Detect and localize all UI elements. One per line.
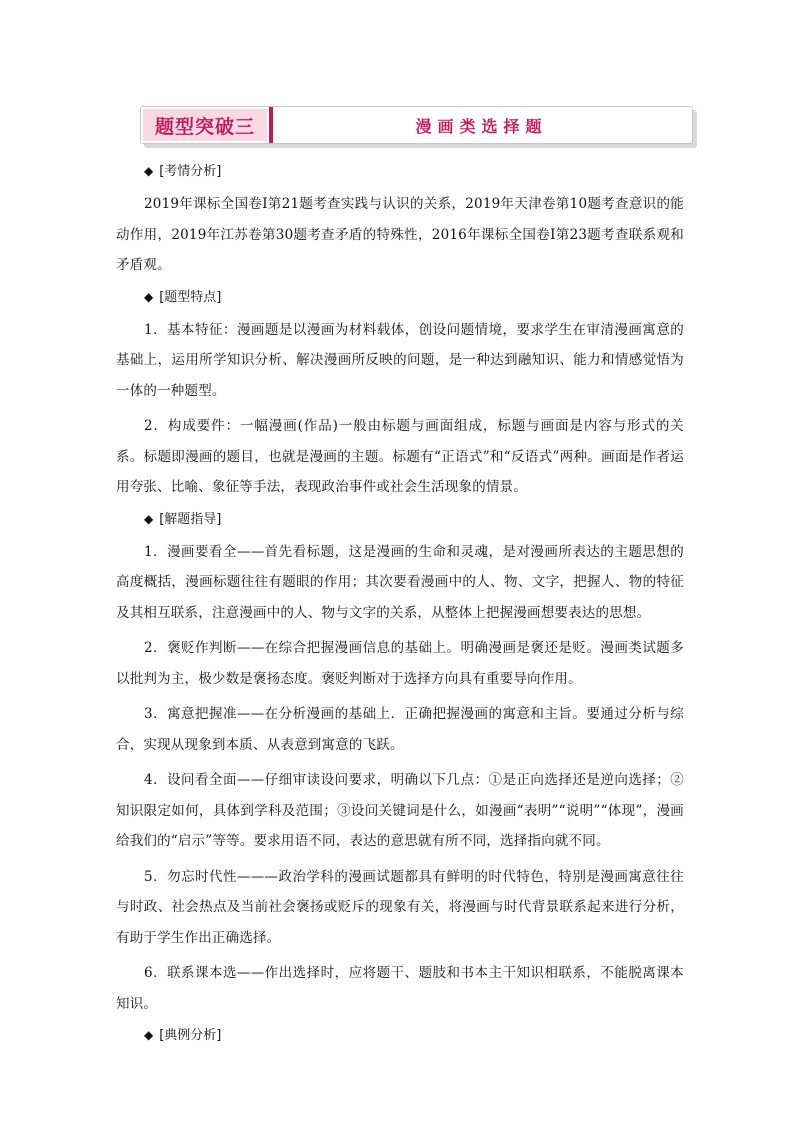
paragraph-zhidao-6: 6．联系课本选——作出选择时，应将题干、题肢和书本主干知识相联系，不能脱离课本知识。 xyxy=(116,965,684,1012)
paragraph-tedian-1: 1．基本特征：漫画题是以漫画为材料载体，创设问题情境，要求学生在审清漫画寓意的基础上，运用所学知识分析、解决漫画所反映的问题，是一种达到融知识、能力和情感觉悟为一体的一种题型。 xyxy=(116,321,684,399)
section-heading-text: [典例分析] xyxy=(159,1028,222,1043)
paragraph-zhidao-4: 4．设问看全面——仔细审读设问要求，明确以下几点：①是正向选择还是逆向选择；②知识限定如何，具体到学科及范围；③设问关键词是什么，如漫画“表明”“说明”“体现”，漫画给我们的“启示”等等。要求用语不同，表达的意思就有所不同，选择指向就不同。 xyxy=(116,772,684,849)
diamond-icon: ◆ xyxy=(144,164,154,178)
diamond-icon: ◆ xyxy=(144,289,154,304)
paragraph-zhidao-5: 5．勿忘时代性———政治学科的漫画试题都具有鲜明的时代特色，特别是漫画寓意往往与时政、社会热点及当前社会褒扬或贬斥的现象有关，将漫画与时代背景联系起来进行分析，有助于学生作出正确选择。 xyxy=(116,868,684,946)
paragraph-tedian-2: 2．构成要件：一幅漫画(作品)一般由标题与画面组成，标题与画面是内容与形式的关系。标题即漫画的题目，也就是漫画的主题。标题有“正语式”和“反语式”两种。画面是作者运用夸张、比喻、象征等手法，表现政治事件或社会生活现象的情景。 xyxy=(116,418,684,495)
paragraph-zhidao-1: 1．漫画要看全——首先看标题，这是漫画的生命和灵魂，是对漫画所表达的主题思想的高度概括，漫画标题往往有题眼的作用；其次要看漫画中的人、物、文字，把握人、物的特征及其相互联系，注意漫画中的人、物与文字的关系，从整体上把握漫画想要表达的思想。 xyxy=(116,543,684,621)
document-body xyxy=(116,160,684,1053)
header-separator xyxy=(269,107,273,143)
section-heading-zhidao xyxy=(116,508,684,531)
paragraph-zhidao-2: 2．褒贬作判断——在综合把握漫画信息的基础上。明确漫画是褒还是贬。漫画类试题多以批判为主，极少数是褒扬态度。褒贬判断对于选择方向具有重要导向作用。 xyxy=(116,640,684,687)
header-box xyxy=(140,106,693,144)
diamond-icon: ◆ xyxy=(144,1028,154,1042)
page-title: 漫画类选择题 xyxy=(415,116,548,136)
section-heading-tedian xyxy=(116,286,684,309)
section-heading-text: [题型特点] xyxy=(159,289,222,305)
section-header xyxy=(140,106,697,148)
section-heading-text: [解题指导] xyxy=(159,511,222,527)
diamond-icon: ◆ xyxy=(144,511,154,526)
paragraph-zhidao-3: 3．寓意把握准——在分析漫画的基础上．正确把握漫画的寓意和主旨。要通过分析与综合，实现从现象到本质、从表意到寓意的飞跃。 xyxy=(116,706,684,753)
section-heading-kaoqing xyxy=(116,160,684,183)
paragraph-kaoqing: 2019年课标全国卷Ⅰ第21题考查实践与认识的关系，2019年天津卷第10题考查意识的能动作用，2019年江苏卷第30题考查矛盾的特殊性，2016年课标全国卷Ⅰ第23题考查联系观和矛盾观。 xyxy=(116,196,684,273)
section-heading-text: [考情分析] xyxy=(159,164,222,179)
header-tab-label: 题型突破三 xyxy=(143,109,267,141)
section-heading-dianli xyxy=(116,1024,684,1047)
